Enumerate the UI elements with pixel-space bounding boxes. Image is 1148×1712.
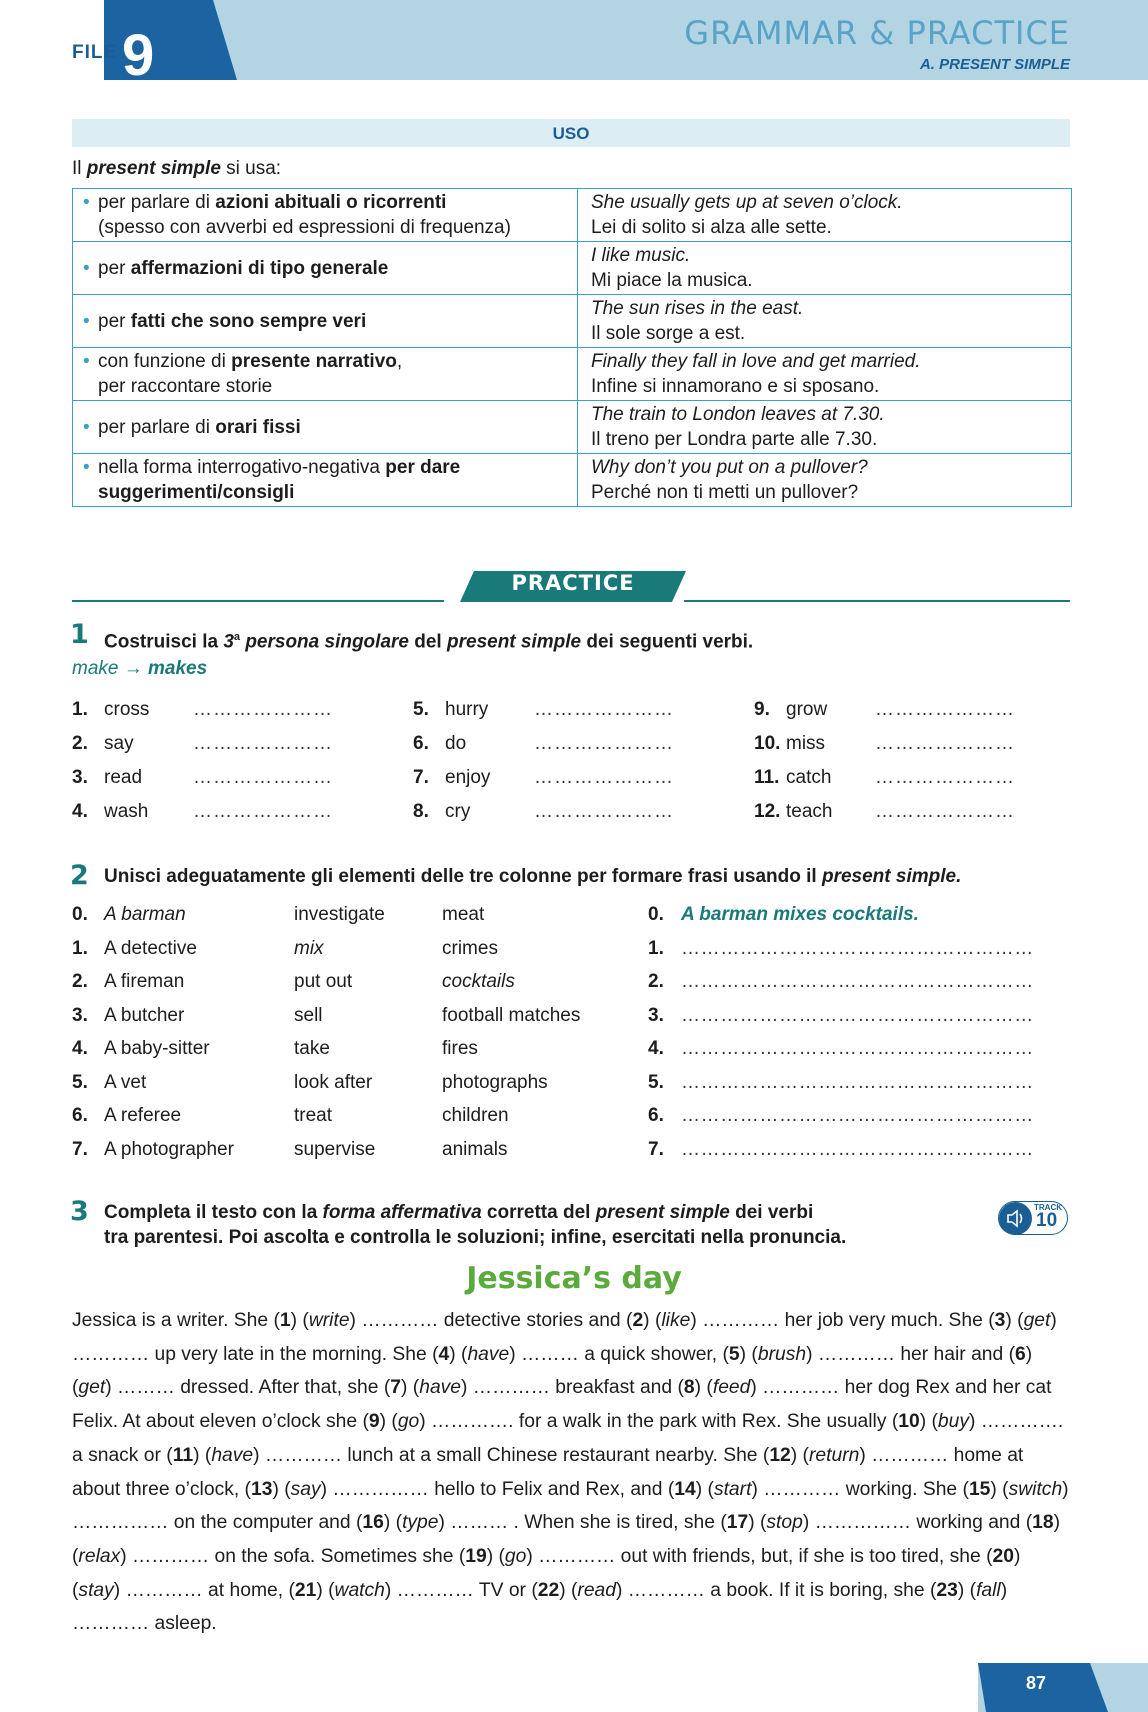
gap-number: 17 — [726, 1512, 749, 1534]
example-english: Finally they fall in love and get married. — [591, 351, 921, 372]
page-number: 87 — [1026, 1673, 1047, 1693]
file-tab — [0, 0, 240, 80]
gap-number: 18 — [1032, 1512, 1054, 1534]
gap-number: 20 — [992, 1545, 1014, 1567]
row-number: 6. — [72, 1105, 88, 1126]
object-cell: crimes — [442, 937, 498, 959]
exercise-3-instructions: Completa il testo con la forma affermativa corretta del present simple dei verbi tra parentesi. Poi ascolta e controlla le soluzioni; infine, esercitati nella pronuncia. — [104, 1202, 847, 1248]
item-number: 8. — [413, 801, 429, 822]
verb-item — [72, 767, 333, 789]
example-english: The train to London leaves at 7.30. — [591, 404, 885, 425]
answer-number: 6. — [648, 1105, 664, 1126]
story-fragment: ) ………… lunch at a small Chinese restaurant nearby. She ( — [253, 1444, 770, 1466]
file-label: FILE — [72, 42, 118, 63]
gap-number: 5 — [728, 1343, 740, 1365]
story-fragment: ) ( — [401, 1377, 420, 1399]
answer-line[interactable]: ……………………………………………… — [681, 1004, 1034, 1026]
story-fragment: Jessica is a writer. She ( — [72, 1310, 280, 1331]
verb-cell: take — [294, 1038, 330, 1059]
story-fragment: ) ( — [957, 1579, 977, 1601]
subject-cell: A referee — [104, 1105, 182, 1126]
base-verb: stay — [78, 1579, 114, 1601]
base-verb: have — [211, 1444, 254, 1466]
subject-cell: A vet — [104, 1071, 147, 1093]
story-fragment: ) ( — [748, 1512, 767, 1534]
gap-number: 6 — [1015, 1343, 1026, 1365]
answer-line[interactable]: ……………………………………………… — [681, 1038, 1034, 1059]
story-fragment: ) ………… working. She ( — [751, 1478, 969, 1500]
verb: hurry — [445, 699, 489, 720]
subject-cell: A barman — [104, 904, 186, 925]
answer-blank[interactable]: ………………… — [875, 801, 1015, 822]
story-fragment: ) ( — [72, 1545, 1021, 1601]
answer-blank[interactable]: ………………… — [193, 767, 333, 788]
answer-number: 0. — [648, 904, 664, 925]
story-fragment: ) …………… hello to Felix and Rex, and ( — [320, 1478, 675, 1500]
answer-line[interactable]: ……………………………………………… — [681, 971, 1034, 992]
story-fragment: ) ………… detective stories and ( — [349, 1310, 633, 1331]
base-verb: watch — [334, 1579, 385, 1601]
row-number: 2. — [72, 971, 88, 992]
item-number: 9. — [754, 699, 770, 720]
row-number: 5. — [72, 1071, 88, 1093]
story-fragment: ) …………… on the computer and ( — [72, 1478, 1069, 1534]
story-title: Jessica’s day — [466, 1261, 682, 1296]
gap-number: 13 — [250, 1478, 273, 1500]
subject-cell: A fireman — [104, 971, 185, 992]
gap-number: 16 — [362, 1512, 384, 1534]
exercise-1-example: make → makes — [72, 658, 208, 679]
object-cell: cocktails — [442, 971, 515, 992]
verb: wash — [104, 801, 149, 822]
gap-number: 19 — [465, 1545, 487, 1567]
practice-label: PRACTICE — [511, 571, 635, 595]
story-fragment: ) ( — [1005, 1310, 1024, 1331]
row-number: 4. — [72, 1038, 88, 1059]
base-verb: fall — [976, 1579, 1001, 1601]
item-number: 12. — [754, 801, 781, 822]
answer-number: 2. — [648, 971, 664, 992]
verb-item — [754, 733, 1015, 755]
page-number-band — [978, 1663, 1148, 1712]
object-cell: fires — [442, 1038, 478, 1059]
answer-number: 5. — [648, 1071, 664, 1093]
answer-blank[interactable]: ………………… — [534, 733, 674, 754]
base-verb: go — [397, 1411, 420, 1433]
story-fragment: ) ……… a quick shower, ( — [509, 1343, 729, 1365]
section-subtitle: A. PRESENT SIMPLE — [919, 56, 1070, 73]
verb-item — [72, 801, 333, 823]
answer-blank[interactable]: ………………… — [193, 801, 333, 822]
story-fragment: ) ( — [790, 1444, 809, 1466]
object-cell: photographs — [442, 1071, 548, 1093]
base-verb: go — [504, 1545, 527, 1567]
section-title: GRAMMAR & PRACTICE — [684, 14, 1070, 52]
answer-blank[interactable]: ………………… — [534, 767, 674, 788]
example-italian: Lei di solito si alza alle sette. — [591, 217, 832, 238]
item-number: 11. — [754, 767, 780, 788]
speaker-icon[interactable] — [999, 1202, 1032, 1235]
example-italian: Il sole sorge a est. — [591, 323, 746, 344]
verb-item — [72, 733, 333, 755]
exercise-1-instructions: Costruisci la 3$^a$ persona singolare del present simple dei seguenti verbi. — [104, 631, 754, 653]
verb-cell: sell — [294, 1004, 323, 1026]
verb-item — [413, 699, 674, 721]
base-verb: brush — [757, 1343, 807, 1365]
story-fragment: ) …………. a snack or ( — [72, 1411, 1064, 1466]
item-number: 6. — [413, 733, 429, 754]
item-number: 2. — [72, 733, 88, 754]
story-fragment: ) ( — [990, 1478, 1009, 1500]
usage-row: • per parlare di orari fissi The train to London leaves at 7.30. Il treno per Londra parte alle 7.30. — [73, 401, 1072, 454]
story-fragment: ) ( — [486, 1545, 505, 1567]
verb: catch — [786, 767, 832, 788]
gap-number: 4 — [438, 1343, 450, 1365]
verb: read — [104, 767, 143, 788]
story-fragment: ) ………… at home, ( — [113, 1579, 295, 1601]
answer-number: 4. — [648, 1038, 664, 1059]
story-fragment: ) ( — [694, 1377, 713, 1399]
verb-item — [754, 767, 1015, 789]
example-italian: Infine si innamorano e si sposano. — [591, 376, 880, 397]
story-fragment: ) ( — [919, 1411, 938, 1433]
verb: do — [445, 733, 467, 754]
story-fragment: ) ( — [695, 1478, 714, 1500]
verb-cell: treat — [294, 1105, 333, 1126]
answer-number: 1. — [648, 937, 664, 959]
story-fragment: ) ………… up very late in the morning. She ( — [72, 1310, 1057, 1365]
story-fragment: ) ……… . When she is tired, she ( — [438, 1512, 727, 1534]
item-number: 3. — [72, 767, 88, 788]
usage-row: • per affermazioni di tipo generale I like music. Mi piace la musica. — [73, 242, 1072, 295]
verb: enjoy — [445, 767, 491, 788]
example-english: She usually gets up at seven o’clock. — [591, 192, 903, 213]
story-fragment: ) ………… a book. If it is boring, she ( — [616, 1579, 937, 1601]
item-number: 5. — [413, 699, 429, 720]
verb-item — [413, 733, 674, 755]
subject-cell: A butcher — [104, 1004, 185, 1026]
verb-item — [754, 699, 1015, 721]
usage-row: • per parlare di azioni abituali o ricorrenti (spesso con avverbi ed espressioni di frequenza) She usually gets up at seven o’clock. Lei di solito si alza alle sette. — [73, 189, 1072, 242]
row-number: 1. — [72, 937, 88, 959]
example-italian: Perché non ti metti un pullover? — [591, 482, 859, 503]
verb-cell: supervise — [294, 1138, 376, 1160]
story-fragment: ) ( — [72, 1343, 1033, 1399]
example-italian: Mi piace la musica. — [591, 270, 753, 291]
answer-blank[interactable]: ………………… — [534, 699, 674, 720]
story-fragment: ) ………… home at about three o’clock, ( — [72, 1444, 1024, 1500]
gap-number: 10 — [898, 1411, 920, 1433]
verb-item — [754, 801, 1015, 823]
gap-number: 21 — [294, 1579, 317, 1601]
base-verb: relax — [78, 1545, 121, 1567]
example-english: The sun rises in the east. — [591, 298, 804, 319]
story-fragment: ) ………… her dog Rex and her cat Felix. At about eleven o’clock she ( — [72, 1377, 1052, 1433]
answer-line[interactable]: ……………………………………………… — [681, 1105, 1034, 1126]
object-cell: football matches — [442, 1004, 581, 1026]
story-fragment: ) ………… asleep. — [72, 1579, 1008, 1635]
base-verb: have — [467, 1343, 510, 1365]
answer-line[interactable]: ……………………………………………… — [681, 1071, 1034, 1093]
object-cell: children — [442, 1105, 509, 1126]
story-fragment: ) ………… TV or ( — [384, 1579, 538, 1601]
base-verb: type — [402, 1512, 439, 1534]
subject-cell: A baby-sitter — [104, 1038, 210, 1059]
verb: grow — [786, 699, 828, 720]
usage-row: • per fatti che sono sempre veri The sun rises in the east. Il sole sorge a est. — [73, 295, 1072, 348]
row-number: 7. — [72, 1138, 88, 1160]
verb: teach — [786, 801, 833, 822]
base-verb: buy — [937, 1411, 969, 1433]
base-verb: get — [1023, 1310, 1051, 1331]
verb-item — [413, 801, 674, 823]
file-number: 9 — [122, 23, 155, 88]
item-number: 10. — [754, 733, 781, 754]
base-verb: switch — [1008, 1478, 1063, 1500]
track-label: TRACK — [1034, 1203, 1062, 1212]
row-number: 3. — [72, 1004, 88, 1026]
subject-cell: A detective — [104, 937, 197, 959]
answer-number: 7. — [648, 1138, 664, 1160]
verb-cell: put out — [294, 971, 353, 992]
verb: say — [104, 733, 134, 754]
answer-blank[interactable]: ………………… — [193, 733, 333, 754]
verb: cross — [104, 699, 150, 720]
gap-number: 22 — [537, 1579, 560, 1601]
exercise-1-number: 1 — [70, 619, 89, 650]
item-number: 1. — [72, 699, 88, 720]
uso-heading: USO — [72, 119, 1070, 147]
gap-number: 9 — [368, 1411, 380, 1433]
answer-blank[interactable]: ………………… — [875, 767, 1015, 788]
story-fragment: ) ( — [739, 1343, 758, 1365]
story-fragment: ) ( — [290, 1310, 309, 1331]
example-italian: Il treno per Londra parte alle 7.30. — [591, 429, 878, 450]
exercise-2-number: 2 — [70, 860, 89, 891]
practice-rule-left — [72, 600, 444, 602]
example-english: Why don’t you put on a pullover? — [591, 457, 868, 478]
story-fragment: ) ………… on the sofa. Sometimes she ( — [120, 1545, 466, 1567]
gap-number: 11 — [172, 1444, 194, 1466]
story-fragment: ) ( — [379, 1411, 398, 1433]
base-verb: return — [808, 1444, 860, 1466]
verb: cry — [445, 801, 471, 822]
gap-number: 1 — [279, 1310, 291, 1331]
usage-table — [72, 188, 1072, 507]
gap-number: 7 — [390, 1377, 402, 1399]
story-fragment: ) …………… working and ( — [802, 1512, 1033, 1534]
verb-cell: mix — [294, 937, 324, 959]
example-answer: A barman mixes cocktails. — [681, 904, 919, 925]
story-fragment: ) ……… dressed. After that, she ( — [105, 1377, 391, 1399]
story-fragment: ) ( — [272, 1478, 291, 1500]
verb-item — [413, 767, 674, 789]
gap-number: 23 — [936, 1579, 958, 1601]
gap-number: 8 — [683, 1377, 695, 1399]
item-number: 7. — [413, 767, 429, 788]
exercise-3-number: 3 — [70, 1196, 89, 1227]
story-fragment: ) ( — [449, 1343, 468, 1365]
answer-line[interactable]: ……………………………………………… — [681, 937, 1034, 959]
verb-cell: investigate — [294, 904, 385, 925]
uso-intro: Il present simple si usa: — [72, 158, 282, 179]
base-verb: get — [78, 1377, 106, 1399]
verb: miss — [786, 733, 826, 754]
base-verb: stop — [766, 1512, 803, 1534]
story-fragment: ) ………… her job very much. She ( — [690, 1310, 995, 1331]
gap-number: 15 — [968, 1478, 991, 1500]
story-fragment: ) ………… breakfast and ( — [461, 1377, 684, 1399]
base-verb: start — [713, 1478, 752, 1500]
answer-number: 3. — [648, 1004, 664, 1026]
gap-number: 3 — [994, 1310, 1006, 1331]
verb-item — [72, 699, 333, 721]
verb-cell: look after — [294, 1071, 373, 1093]
story-fragment: ) ( — [72, 1512, 1061, 1567]
example-english: I like music. — [591, 245, 691, 266]
answer-line[interactable]: ……………………………………………… — [681, 1138, 1034, 1160]
base-verb: feed — [712, 1377, 751, 1399]
usage-row: • con funzione di presente narrativo, per raccontare storie Finally they fall in love and get married. Infine si innamorano e si sposano. — [73, 348, 1072, 401]
usage-row: • nella forma interrogativo-negativa per dare suggerimenti/consigli Why don’t you put on a pullover? Perché non ti metti un pullover? — [73, 454, 1072, 507]
story-fragment: ) ( — [193, 1444, 212, 1466]
story-fragment: ) ………… her hair and ( — [806, 1343, 1016, 1365]
base-verb: write — [308, 1310, 350, 1331]
answer-blank[interactable]: ………………… — [193, 699, 333, 720]
item-number: 4. — [72, 801, 88, 822]
object-cell: meat — [442, 904, 485, 925]
story-fragment: ) ( — [316, 1579, 335, 1601]
answer-blank[interactable]: ………………… — [875, 733, 1015, 754]
exercise-2-instructions: Unisci adeguatamente gli elementi delle tre colonne per formare frasi usando il present simple. — [104, 866, 962, 887]
gap-number: 2 — [632, 1310, 644, 1331]
base-verb: have — [419, 1377, 462, 1399]
gap-number: 14 — [674, 1478, 696, 1500]
base-verb: like — [661, 1310, 691, 1331]
practice-rule-right — [684, 600, 1070, 602]
gap-number: 12 — [769, 1444, 791, 1466]
row-number: 0. — [72, 904, 88, 925]
story-fragment: ) …………. for a walk in the park with Rex. She usually ( — [419, 1411, 899, 1433]
story-fragment: ) ( — [643, 1310, 662, 1331]
story-text — [72, 1304, 1072, 1641]
base-verb: say — [290, 1478, 321, 1500]
story-fragment: ) ( — [383, 1512, 403, 1534]
object-cell: animals — [442, 1138, 508, 1160]
base-verb: read — [577, 1579, 616, 1601]
answer-blank[interactable]: ………………… — [534, 801, 674, 822]
story-fragment: ) ( — [559, 1579, 578, 1601]
track-number: 10 — [1036, 1210, 1058, 1231]
story-fragment: ) ………… out with friends, but, if she is too tired, she ( — [526, 1545, 993, 1567]
subject-cell: A photographer — [104, 1138, 234, 1160]
answer-blank[interactable]: ………………… — [875, 699, 1015, 720]
